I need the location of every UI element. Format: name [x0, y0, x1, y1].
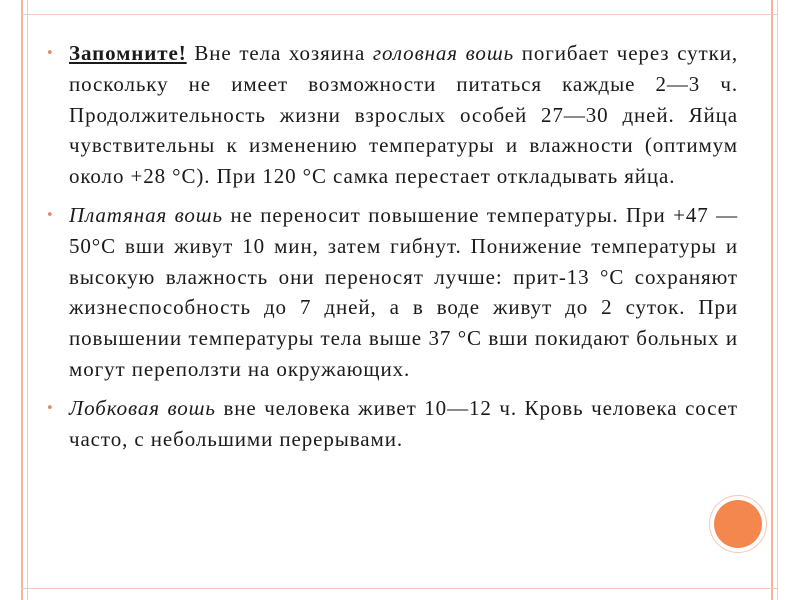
- slide-content: [46, 38, 738, 462]
- remember-label: Запомните!: [69, 41, 187, 65]
- frame-line-left-inner: [27, 0, 28, 600]
- bullet-icon: •: [46, 207, 54, 223]
- frame-line-bottom: [21, 588, 778, 589]
- bullet-icon: •: [46, 46, 54, 61]
- bullet-item-body-louse: [46, 200, 738, 385]
- decorative-orange-circle: [714, 500, 762, 548]
- paragraph-head-louse: [69, 38, 738, 192]
- frame-line-right-inner: [777, 0, 778, 600]
- frame-line-left-outer: [21, 0, 23, 600]
- term-body-louse: Платяная вошь: [69, 202, 223, 227]
- paragraph-pubic-louse: [69, 393, 738, 455]
- bullet-item-head-louse: [46, 38, 738, 192]
- paragraph-text: вне человека живет 10—12 ч. Кровь человека сосет часто, с небольшими перерывами.: [69, 395, 738, 451]
- paragraph-body-louse: [69, 200, 738, 385]
- paragraph-text-before-term: Вне тела хозяина: [186, 41, 373, 65]
- bullet-icon: •: [46, 400, 54, 416]
- paragraph-text: погибает через сутки, поскольку не имеет возможности питаться каждые 2—3 ч. Продолжительность жизни взрослых особей 27—30 дней. Яйца чувствительны к изменению температуры и влажности (оптимум около +28 °С). При 120 °С самка перестает откладывать яйца.: [69, 41, 739, 189]
- paragraph-text: не переносит повышение температуры. При +47 — 50°С вши живут 10 мин, затем гибнут. Понижение температуры и высокую влажность они переносят лучше: прит-13 °С сохраняют жизнеспособность до 7 дней, а в воде живут до 2 суток. При повышении температуры тела выше 37 °С вши покидают больных и могут переползти на окружающих.: [69, 202, 738, 381]
- frame-line-top: [21, 14, 778, 15]
- term-head-louse: головная вошь: [372, 41, 515, 65]
- frame-line-right-outer: [771, 0, 773, 600]
- term-pubic-louse: Лобковая вошь: [69, 395, 216, 420]
- bullet-item-pubic-louse: [46, 393, 738, 455]
